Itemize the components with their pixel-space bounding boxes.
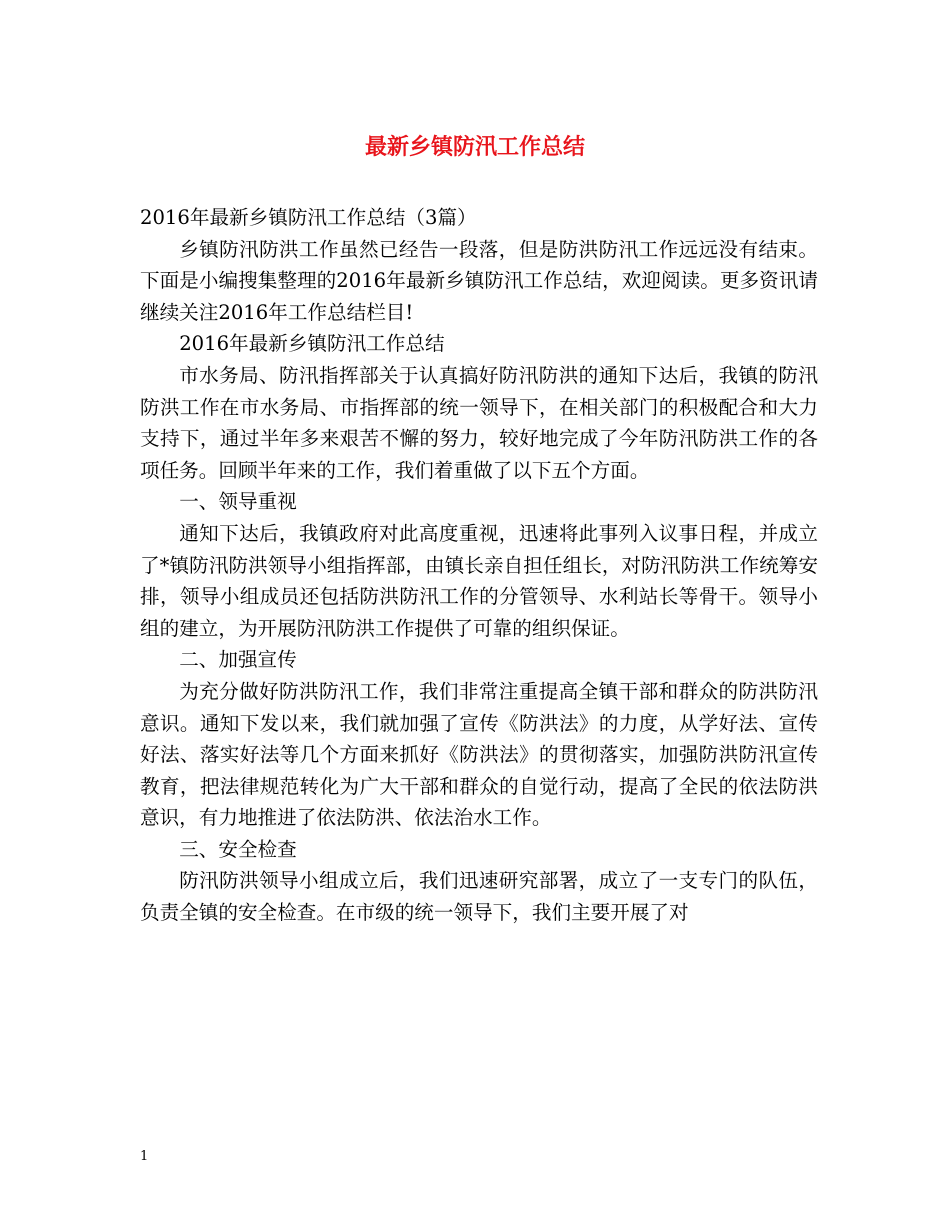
paragraph-intro: 乡镇防汛防洪工作虽然已经告一段落，但是防洪防汛工作远远没有结束。下面是小编搜集整理的2016年最新乡镇防汛工作总结，欢迎阅读。更多资讯请继续关注2016年工作总结栏目!	[140, 237, 818, 324]
paragraph-section-title: 2016年最新乡镇防汛工作总结	[179, 332, 445, 356]
paragraph-publicity: 为充分做好防洪防汛工作，我们非常注重提高全镇干部和群众的防洪防汛意识。通知下发以来，我们就加强了宣传《防洪法》的力度，从学好法、宣传好法、落实好法等几个方面来抓好《防洪法》的贯彻落实，加强防洪防汛宣传教育，把法律规范转化为广大干部和群众的自觉行动，提高了全民的依法防洪意识，有力地推进了依法防洪、依法治水工作。	[140, 679, 818, 830]
paragraph-leadership: 通知下达后，我镇政府对此高度重视，迅速将此事列入议事日程，并成立了*镇防汛防洪领导小组指挥部，由镇长亲自担任组长，对防汛防洪工作统筹安排，领导小组成员还包括防洪防汛工作的分管领导、水利站长等骨干。领导小组的建立，为开展防汛防洪工作提供了可靠的组织保证。	[140, 521, 818, 640]
document-body	[140, 202, 818, 929]
heading-publicity: 二、加强宣传	[179, 648, 297, 672]
heading-safety-inspection: 三、安全检查	[179, 837, 297, 861]
document-title: 最新乡镇防汛工作总结	[364, 134, 585, 160]
paragraph-overview: 市水务局、防汛指挥部关于认真搞好防汛防洪的通知下达后，我镇的防汛防洪工作在市水务局、市指挥部的统一领导下，在相关部门的积极配合和大力支持下，通过半年多来艰苦不懈的努力，较好地完成了今年防汛防洪工作的各项任务。回顾半年来的工作，我们着重做了以下五个方面。	[140, 363, 818, 482]
heading-leadership: 一、领导重视	[179, 490, 297, 514]
paragraph-subtitle: 2016年最新乡镇防汛工作总结（3篇）	[140, 206, 477, 229]
paragraph-safety-inspection: 防汛防洪领导小组成立后，我们迅速研究部署，成立了一支专门的队伍，负责全镇的安全检查。在市级的统一领导下，我们主要开展了对	[140, 869, 818, 925]
page-number: 1	[140, 1149, 149, 1164]
